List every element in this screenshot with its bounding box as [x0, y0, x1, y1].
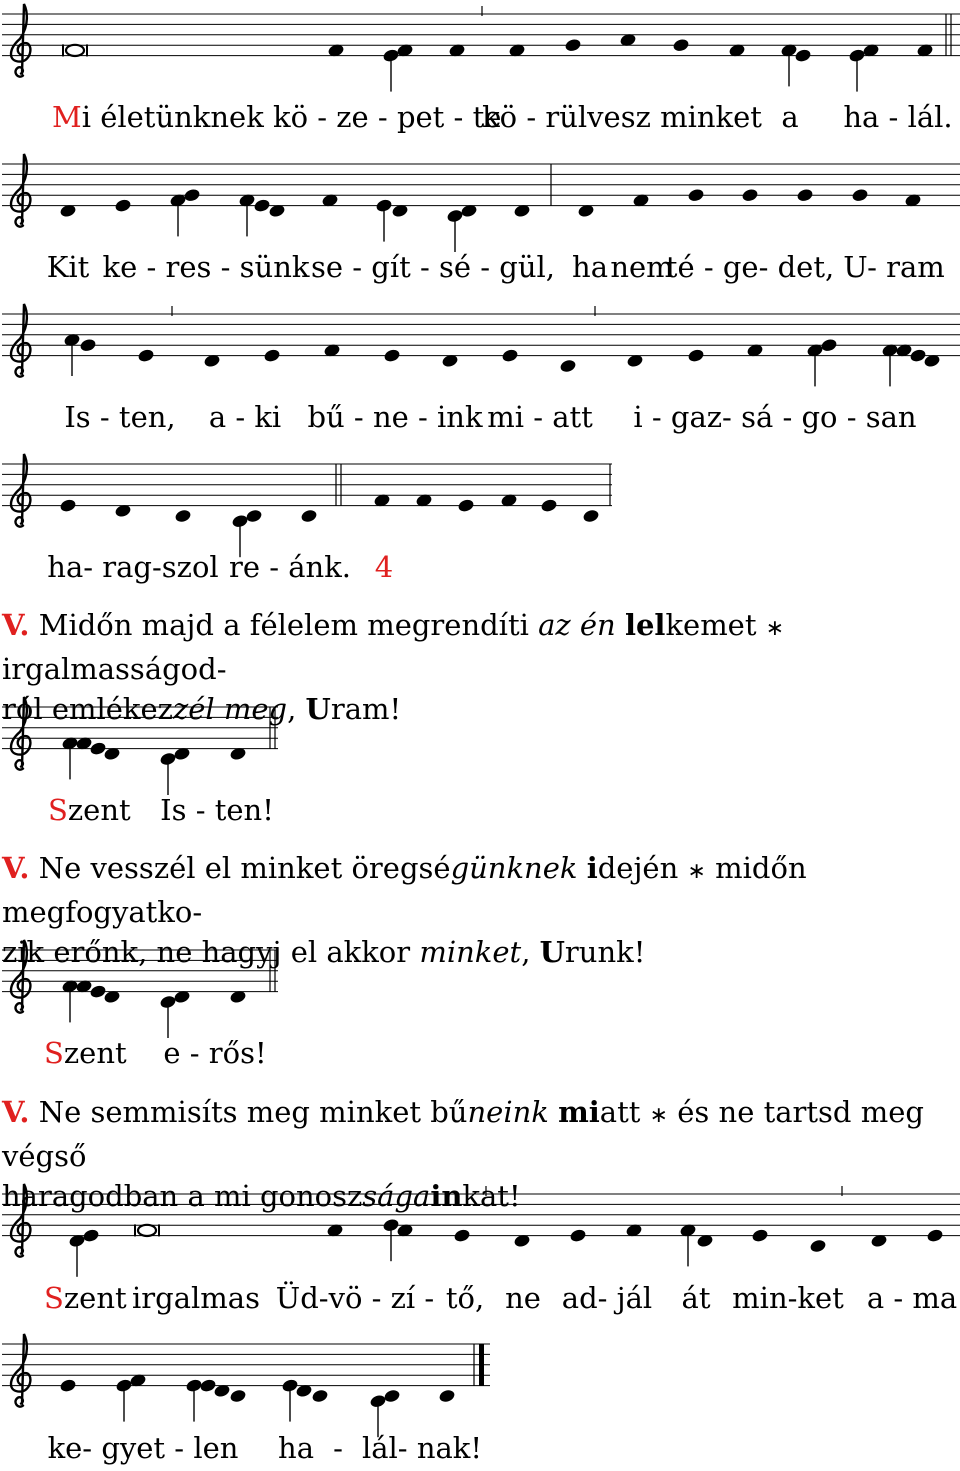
notehead	[559, 358, 577, 373]
notehead	[796, 188, 814, 203]
notehead	[794, 48, 812, 63]
lyric-syllable: ke - res - sünk	[102, 250, 310, 284]
asterisk-icon: ∗	[765, 616, 785, 641]
lyric-syllable: Szent	[48, 793, 131, 827]
lyric-syllable: kö - rülvesz minket	[482, 100, 762, 134]
treble-clef-icon	[11, 940, 30, 1013]
verse-1: V. Midőn majd a félelem megrendíti az én lelkemet ∗ irgalmasságod- ról emlékezzél meg, Uram!	[2, 608, 785, 726]
lyric-syllable: Mi életünknek kö - ze - pet - te	[52, 100, 502, 134]
lyrics-line-3	[0, 400, 960, 440]
response-line-1	[0, 793, 960, 833]
verse-mark: V.	[2, 851, 30, 885]
lyric-syllable: lál- nak!	[361, 1431, 483, 1465]
lyric-syllable: -	[333, 1431, 343, 1465]
lyrics-line-4	[0, 550, 960, 590]
notehead	[501, 348, 519, 363]
music-staff-7	[0, 1192, 960, 1252]
lyric-syllable: e - rős!	[163, 1036, 267, 1070]
notehead	[311, 1388, 329, 1403]
treble-clef-icon	[11, 4, 30, 77]
breve-note	[138, 1225, 156, 1236]
lyric-syllable: re - ánk.	[228, 550, 352, 584]
notehead	[820, 338, 838, 353]
lyric-syllable: bű - ne - ink	[307, 400, 483, 434]
lyric-syllable: i - gaz- sá - go - san	[633, 400, 917, 434]
lyric-syllable: a	[781, 100, 799, 134]
lyric-syllable: se - gít - sé - gül,	[310, 250, 556, 284]
notehead	[926, 1228, 944, 1243]
notehead	[809, 1238, 827, 1253]
notehead	[89, 984, 107, 999]
notehead	[89, 741, 107, 756]
notehead	[569, 1228, 587, 1243]
lyric-syllable: át	[681, 1281, 711, 1315]
lyric-syllable: Is - ten!	[160, 793, 274, 827]
notehead	[383, 348, 401, 363]
lyric-syllable: irgalmas	[132, 1281, 260, 1315]
lyrics-line-7	[0, 1281, 960, 1321]
music-staff-2	[0, 162, 960, 222]
lyric-syllable: ha	[572, 250, 608, 284]
lyric-syllable: Üd-vö - zí -	[275, 1281, 435, 1315]
music-staff-6	[0, 948, 960, 1008]
lyrics-line-2	[0, 250, 960, 290]
lyric-syllable: Is - ten,	[64, 400, 176, 434]
notehead	[383, 1388, 401, 1403]
treble-clef-icon	[11, 154, 30, 227]
lyric-syllable: U- ram	[843, 250, 945, 284]
final-bar-line	[479, 1344, 484, 1386]
notehead	[687, 348, 705, 363]
treble-clef-icon	[11, 304, 30, 377]
notehead	[59, 1378, 77, 1393]
lyric-syllable: ke- gyet - len	[47, 1431, 239, 1465]
notehead	[263, 348, 281, 363]
notehead	[245, 508, 263, 523]
lyric-syllable: Szent	[44, 1281, 127, 1315]
music-staff-3	[0, 312, 960, 372]
response-number: 4	[374, 550, 394, 584]
lyric-syllable: tő,	[445, 1281, 485, 1315]
notehead	[672, 38, 690, 53]
lyric-syllable: té - ge- det,	[665, 250, 835, 284]
notehead	[174, 508, 192, 523]
music-staff-5	[0, 705, 960, 765]
notehead	[199, 1378, 217, 1393]
music-staff-1	[0, 12, 960, 72]
notehead	[114, 198, 132, 213]
lyric-syllable: ha	[278, 1431, 314, 1465]
lyric-syllable: ha- rag-szol	[47, 550, 219, 584]
lyric-syllable: Kit	[46, 250, 90, 284]
lyric-syllable: ne	[505, 1281, 541, 1315]
verse-3: V. Ne semmisíts meg minket bűneink miatt ∗ és ne tartsd meg végső haragodban a mi gonoszságainkat!	[2, 1095, 924, 1213]
lyric-syllable: nem	[610, 250, 674, 284]
treble-clef-icon	[11, 1184, 30, 1257]
notehead	[82, 1228, 100, 1243]
notehead	[564, 38, 582, 53]
notehead	[453, 1228, 471, 1243]
notehead	[582, 508, 600, 523]
lyric-syllable: a - ki	[208, 400, 282, 434]
verse-mark: V.	[2, 608, 30, 642]
notehead	[687, 188, 705, 203]
verse-mark: V.	[2, 1095, 30, 1129]
notehead	[741, 188, 759, 203]
lyric-syllable: Szent	[44, 1036, 127, 1070]
lyric-syllable: a - ma	[866, 1281, 958, 1315]
lyrics-line-8	[0, 1431, 960, 1471]
treble-clef-icon	[11, 454, 30, 527]
verse-2: V. Ne vesszél el minket öregségünknek idején ∗ midőn megfogyatko- zik erőnk, ne hagyj el akkor minket, Urunk!	[2, 851, 807, 969]
lyric-syllable: min-ket	[732, 1281, 844, 1315]
breve-note	[66, 45, 84, 56]
notehead	[137, 348, 155, 363]
treble-clef-icon	[11, 1334, 30, 1407]
notehead	[183, 188, 201, 203]
treble-clef-icon	[11, 697, 30, 770]
lyric-syllable: ad- jál	[561, 1281, 653, 1315]
notehead	[438, 1388, 456, 1403]
response-line-2	[0, 1036, 960, 1076]
asterisk-icon: ∗	[649, 1103, 669, 1128]
notehead	[909, 348, 927, 363]
notehead	[300, 508, 318, 523]
notehead	[540, 498, 558, 513]
notehead	[751, 1228, 769, 1243]
notehead	[59, 498, 77, 513]
lyric-syllable: mi - att	[487, 400, 593, 434]
music-staff-8	[0, 1342, 960, 1402]
notehead	[851, 188, 869, 203]
notehead	[457, 498, 475, 513]
lyrics-line-1	[0, 100, 960, 140]
lyric-syllable: ha - lál.	[843, 100, 953, 134]
notehead	[79, 338, 97, 353]
notehead	[253, 198, 271, 213]
asterisk-icon: ∗	[687, 859, 706, 884]
music-staff-4	[0, 462, 960, 522]
notehead	[229, 1388, 247, 1403]
